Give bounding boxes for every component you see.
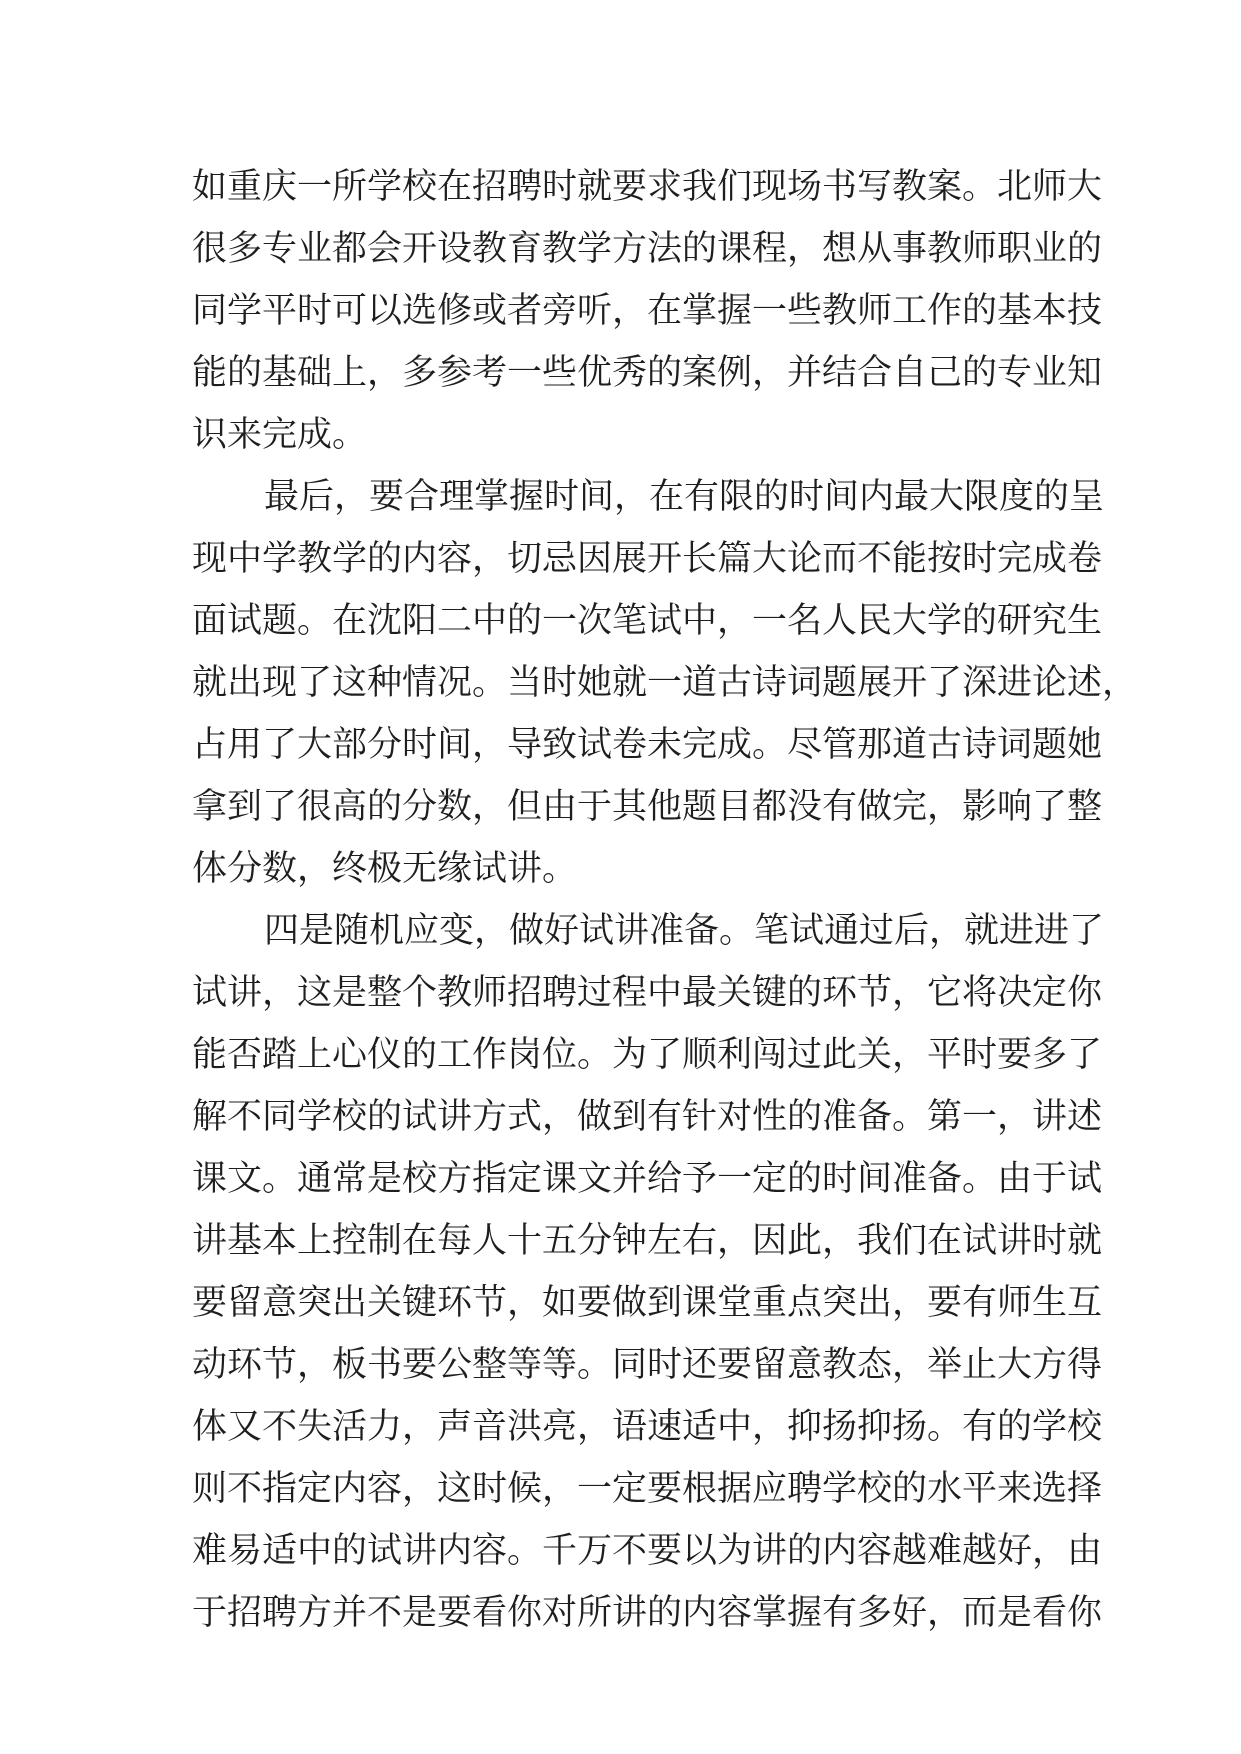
paragraph-1-line-5: 识来完成。 — [192, 415, 368, 455]
paragraph-2-line-4: 就出现了这种情况。当时她就一道古诗词题展开了深进论述， — [192, 663, 1138, 703]
paragraph-3-line-8: 动环节，板书要公整等等。同时还要留意教态，举止大方得 — [192, 1345, 1103, 1385]
paragraph-1-line-2: 很多专业都会开设教育教学方法的课程，想从事教师职业的 — [192, 229, 1103, 269]
paragraph-3-line-9: 体又不失活力，声音洪亮，语速适中，抑扬抑扬。有的学校 — [192, 1407, 1103, 1447]
paragraph-1-line-3: 同学平时可以选修或者旁听，在掌握一些教师工作的基本技 — [192, 291, 1103, 331]
body-text — [192, 156, 1138, 1644]
paragraph-3-line-2: 试讲，这是整个教师招聘过程中最关键的环节，它将决定你 — [192, 973, 1103, 1013]
paragraph-2-line-2: 现中学教学的内容，切忌因展开长篇大论而不能按时完成卷 — [192, 539, 1103, 579]
paragraph-2-line-5: 占用了大部分时间，导致试卷未完成。尽管那道古诗词题她 — [192, 725, 1103, 765]
paragraph-3-line-7: 要留意突出关键环节，如要做到课堂重点突出，要有师生互 — [192, 1283, 1103, 1323]
paragraph-2-line-6: 拿到了很高的分数，但由于其他题目都没有做完，影响了整 — [192, 787, 1103, 827]
paragraph-3-line-1: 四是随机应变，做好试讲准备。笔试通过后，就进进了 — [264, 911, 1105, 951]
paragraph-3-line-10: 则不指定内容，这时候，一定要根据应聘学校的水平来选择 — [192, 1469, 1103, 1509]
paragraph-3-line-4: 解不同学校的试讲方式，做到有针对性的准备。第一，讲述 — [192, 1097, 1103, 1137]
paragraph-2-line-7: 体分数，终极无缘试讲。 — [192, 849, 578, 889]
paragraph-2-line-3: 面试题。在沈阳二中的一次笔试中，一名人民大学的研究生 — [192, 601, 1103, 641]
paragraph-3-line-6: 讲基本上控制在每人十五分钟左右，因此，我们在试讲时就 — [192, 1221, 1103, 1261]
paragraph-3-line-11: 难易适中的试讲内容。千万不要以为讲的内容越难越好，由 — [192, 1531, 1103, 1571]
paragraph-1-line-4: 能的基础上，多参考一些优秀的案例，并结合自己的专业知 — [192, 353, 1103, 393]
paragraph-3-line-12: 于招聘方并不是要看你对所讲的内容掌握有多好，而是看你 — [192, 1593, 1103, 1633]
paragraph-2-line-1: 最后，要合理掌握时间，在有限的时间内最大限度的呈 — [264, 477, 1105, 517]
paragraph-3-line-5: 课文。通常是校方指定课文并给予一定的时间准备。由于试 — [192, 1159, 1103, 1199]
paragraph-3-line-3: 能否踏上心仪的工作岗位。为了顺利闯过此关，平时要多了 — [192, 1035, 1103, 1075]
paragraph-1-line-1: 如重庆一所学校在招聘时就要求我们现场书写教案。北师大 — [192, 167, 1103, 207]
